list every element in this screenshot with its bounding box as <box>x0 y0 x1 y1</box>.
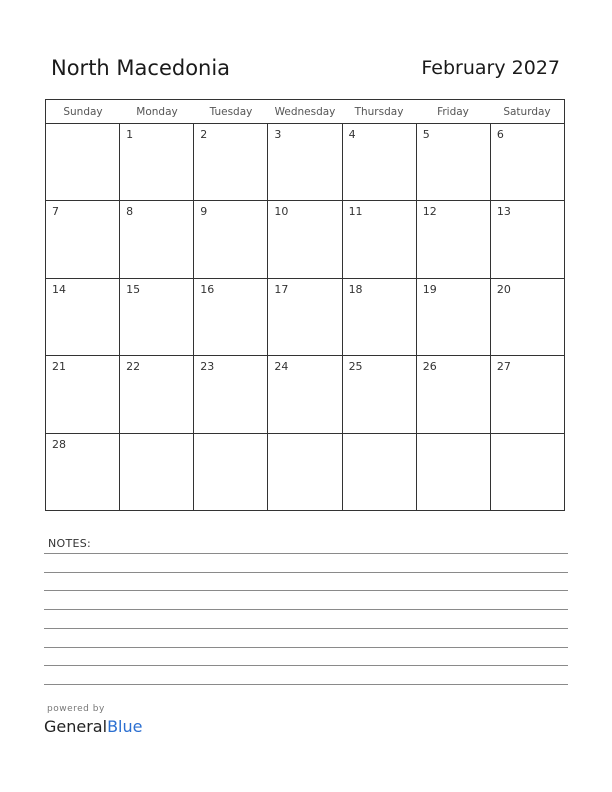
month-title: February 2027 <box>421 57 560 79</box>
note-line <box>44 665 568 666</box>
day-cell <box>343 434 417 511</box>
day-cell: 13 <box>496 205 511 219</box>
weekday-wednesday: Wednesday <box>274 106 336 118</box>
calendar-grid <box>45 99 565 511</box>
day-cell: 21 <box>46 356 120 432</box>
day-cell: 12 <box>417 201 491 277</box>
weekday-saturday: Saturday <box>503 106 551 118</box>
day-cell <box>194 434 268 511</box>
day-cell: 16 <box>194 279 268 355</box>
day-cell <box>46 124 120 200</box>
weekday-friday: Friday <box>437 106 469 118</box>
weekday-sunday: Sunday <box>63 106 103 118</box>
calendar-week <box>46 201 564 278</box>
weekday-thursday: Thursday <box>354 106 404 118</box>
day-cell: 14 <box>46 279 120 355</box>
day-cell: 15 <box>120 279 194 355</box>
day-cell: 11 <box>343 201 417 277</box>
note-line <box>44 553 568 554</box>
day-cell <box>491 434 564 511</box>
day-cell: 1 <box>120 124 194 200</box>
day-cell <box>417 434 491 511</box>
calendar-week <box>46 279 564 356</box>
note-line <box>44 628 568 629</box>
note-line <box>44 684 568 685</box>
day-cell <box>120 434 194 511</box>
day-cell: 4 <box>343 124 417 200</box>
powered-by-text: powered by <box>47 704 105 714</box>
generalblue-logo <box>44 717 142 736</box>
day-cell: 6 <box>496 128 504 141</box>
weekday-monday: Monday <box>136 106 178 118</box>
note-line <box>44 590 568 591</box>
weekday-tuesday: Tuesday <box>209 106 253 118</box>
day-cell: 5 <box>417 124 491 200</box>
note-line <box>44 572 568 573</box>
day-cell: 20 <box>496 282 511 296</box>
day-cell: 17 <box>268 279 342 355</box>
notes-label: NOTES: <box>48 537 92 550</box>
country-title: North Macedonia <box>51 56 231 80</box>
day-cell: 18 <box>343 279 417 355</box>
day-cell: 10 <box>268 201 342 277</box>
day-cell: 24 <box>268 356 342 432</box>
day-cell: 28 <box>46 434 120 511</box>
calendar-week <box>46 434 564 511</box>
day-cell: 22 <box>120 356 194 432</box>
day-cell: 3 <box>268 124 342 200</box>
day-cell: 7 <box>46 201 120 277</box>
day-cell: 2 <box>194 124 268 200</box>
calendar-week <box>46 356 564 433</box>
day-cell: 9 <box>194 201 268 277</box>
day-cell: 25 <box>343 356 417 432</box>
day-cell: 27 <box>496 360 511 374</box>
brand-general: General <box>44 717 108 736</box>
day-cell: 8 <box>120 201 194 277</box>
day-cell <box>268 434 342 511</box>
brand-blue: Blue <box>107 717 143 736</box>
weekday-header <box>46 100 564 124</box>
note-line <box>44 609 568 610</box>
day-cell: 23 <box>194 356 268 432</box>
calendar-week <box>46 124 564 201</box>
note-line <box>44 647 568 648</box>
day-cell: 26 <box>417 356 491 432</box>
day-cell: 19 <box>417 279 491 355</box>
